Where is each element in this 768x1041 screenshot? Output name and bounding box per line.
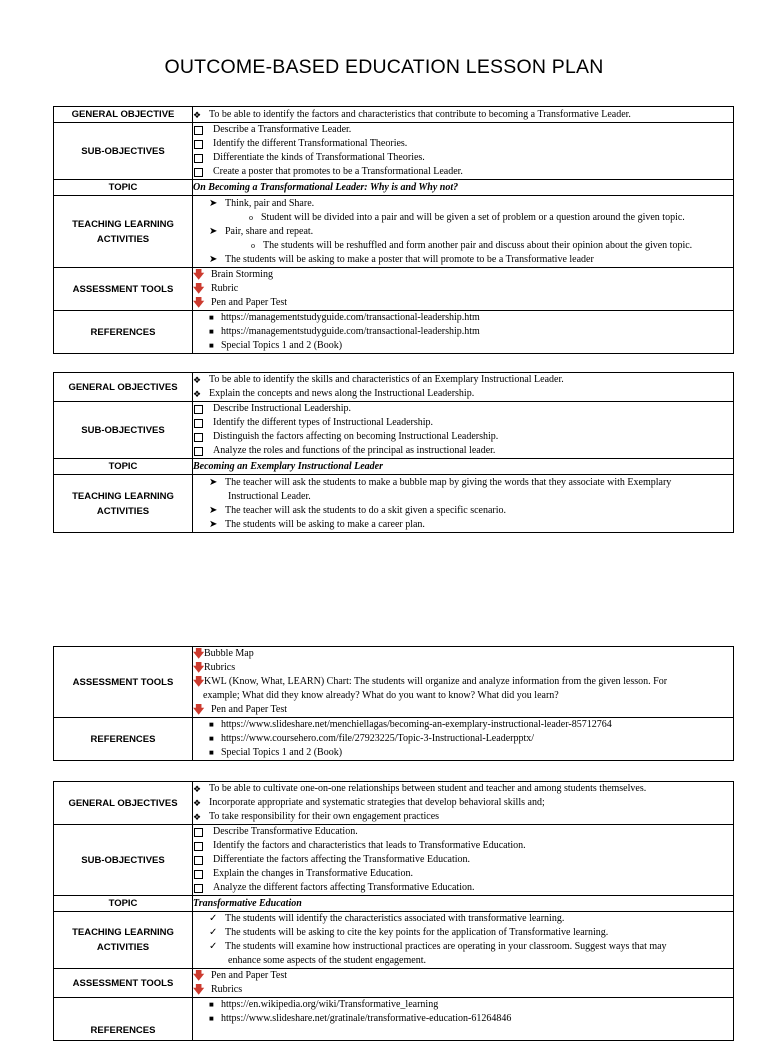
general-objectives-cell (193, 782, 734, 825)
list-item: o The students will be reshuffled and form another pair and discuss about their opinion about the given topic. (251, 239, 693, 251)
sub-objectives-cell (193, 402, 734, 459)
list-item: 🡇 Pen and Paper Test (193, 704, 288, 716)
list-item: Identify the factors and characteristics that leads to Transformative Education. (193, 839, 733, 853)
assessment-tools-label: ASSESSMENT TOOLS (54, 969, 193, 998)
references-label: REFERENCES (54, 311, 193, 354)
clover-bullet-icon: ❖ (193, 798, 202, 808)
list-item: ➤ The students will be asking to make a poster that will promote to be a Transformative leader (209, 253, 594, 265)
general-objective-cell (193, 107, 734, 123)
assessment-tools-row (54, 647, 734, 718)
clover-bullet-icon: ❖ (193, 812, 202, 822)
list-item-continuation: example; What did they know already? What do you want to know? What did you learn? (203, 690, 559, 701)
arrowhead-bullet-icon: ➤ (209, 504, 218, 516)
list-item: 🡇 Rubric (193, 283, 239, 295)
checkbox-square-icon (194, 126, 203, 135)
topic-label: TOPIC (54, 180, 193, 196)
assessment-tools-label: ASSESSMENT TOOLS (54, 268, 193, 311)
topic-value: Transformative Education (193, 896, 734, 912)
teaching-activities-cell (193, 475, 734, 533)
down-arrow-bullet-icon: 🡇 (193, 269, 205, 281)
topic-label: TOPIC (54, 459, 193, 475)
list-item: ❖ To be able to identify the factors and characteristics that contribute to becoming a Transformative Leader. (193, 108, 631, 120)
lesson-plan-table-3 (53, 781, 734, 1041)
list-item: Differentiate the kinds of Transformational Theories. (193, 151, 733, 165)
list-item (193, 718, 733, 732)
down-arrow-bullet-icon: 🡇 (193, 297, 205, 309)
list-item (193, 732, 733, 746)
down-arrow-bullet-icon: 🡇 (193, 704, 205, 716)
lesson-plan-table-2-continued (53, 646, 734, 761)
checkbox-square-icon (194, 140, 203, 149)
lesson-plan-table-2 (53, 372, 734, 533)
teaching-activities-row (54, 475, 734, 533)
arrowhead-bullet-icon: ➤ (209, 476, 218, 488)
reference-link[interactable]: https://www.coursehero.com/file/27923225/Topic-3-Instructional-Leaderpptx/ (221, 733, 535, 744)
list-item: ❖ Incorporate appropriate and systematic strategies that develop behavioral skills and; (193, 797, 545, 808)
checkbox-square-icon (194, 433, 203, 442)
reference-link[interactable]: https://en.wikipedia.org/wiki/Transformative_learning (221, 999, 439, 1010)
sub-objectives-cell (193, 123, 734, 180)
sub-objectives-row (54, 402, 734, 459)
list-item: 🡇 Pen and Paper Test (193, 297, 288, 309)
checkbox-square-icon (194, 168, 203, 177)
list-item: ❖ To be able to cultivate one-on-one relationships between student and teacher and among students themselves. (193, 783, 647, 794)
general-objectives-label: GENERAL OBJECTIVES (54, 373, 193, 402)
checkbox-square-icon (194, 405, 203, 414)
list-item: Differentiate the factors affecting the Transformative Education. (193, 853, 733, 867)
teaching-activities-row (54, 912, 734, 969)
teaching-activities-label: TEACHING LEARNING ACTIVITIES (54, 196, 193, 268)
checkmark-bullet-icon: ✓ (209, 927, 218, 938)
list-item: ➤ The teacher will ask the students to make a bubble map by giving the words that they associate with Exemplary (209, 476, 672, 488)
list-item: ✓ The students will examine how instructional practices are operating in your classroom. Suggest ways that may (209, 941, 667, 952)
arrowhead-bullet-icon: ➤ (209, 225, 218, 237)
lesson-plan-table-1 (53, 106, 734, 354)
teaching-activities-label: TEACHING LEARNING ACTIVITIES (54, 475, 193, 533)
clover-bullet-icon: ❖ (193, 109, 202, 120)
general-objectives-row (54, 782, 734, 825)
down-arrow-bullet-icon: 🡇 (193, 984, 205, 996)
checkmark-bullet-icon: ✓ (209, 913, 218, 924)
references-label: REFERENCES (54, 718, 193, 761)
circle-bullet-icon: o (251, 240, 255, 250)
document-title: OUTCOME-BASED EDUCATION LESSON PLAN (164, 56, 604, 78)
checkbox-square-icon (194, 828, 203, 837)
topic-row (54, 180, 734, 196)
square-bullet-icon: ■ (209, 734, 214, 743)
square-bullet-icon: ■ (209, 313, 214, 322)
list-item: ✓ The students will identify the characteristics associated with transformative learning. (209, 913, 565, 924)
square-bullet-icon: ■ (209, 1000, 214, 1009)
teaching-activities-cell (193, 912, 734, 969)
list-item: Explain the changes in Transformative Education. (193, 867, 733, 881)
checkbox-square-icon (194, 884, 203, 893)
down-arrow-bullet-icon: 🡇 (193, 970, 205, 982)
list-item: Analyze the roles and functions of the principal as instructional leader. (193, 444, 733, 458)
list-item-continuation: Instructional Leader. (228, 490, 311, 502)
list-item: ❖ Explain the concepts and news along the Instructional Leadership. (193, 388, 475, 399)
list-item: ✓ The students will be asking to cite the key points for the application of Transformative learning. (209, 927, 609, 938)
topic-row (54, 896, 734, 912)
list-item: Distinguish the factors affecting on becoming Instructional Leadership. (193, 430, 733, 444)
references-label: REFERENCES (54, 998, 193, 1041)
checkbox-square-icon (194, 447, 203, 456)
topic-value: On Becoming a Transformational Leader: Why is and Why not? (193, 180, 734, 196)
list-item: ■ Special Topics 1 and 2 (Book) (209, 747, 343, 758)
topic-value: Becoming an Exemplary Instructional Leader (193, 459, 734, 475)
general-objectives-row (54, 373, 734, 402)
list-item: Identify the different types of Instructional Leadership. (193, 416, 733, 430)
square-bullet-icon: ■ (209, 1014, 214, 1023)
list-item: Identify the different Transformational Theories. (193, 137, 733, 151)
list-item: ➤ Pair, share and repeat. (209, 225, 314, 237)
assessment-tools-row (54, 969, 734, 998)
sub-objectives-row (54, 825, 734, 896)
general-objective-row (54, 107, 734, 123)
square-bullet-icon: ■ (209, 327, 214, 336)
list-item: ■ Special Topics 1 and 2 (Book) (209, 340, 343, 351)
checkbox-square-icon (194, 419, 203, 428)
list-item: 🡇 Brain Storming (193, 269, 273, 281)
sub-objectives-label: SUB-OBJECTIVES (54, 123, 193, 180)
sub-objectives-cell (193, 825, 734, 896)
list-item: ➤ The teacher will ask the students to do a skit given a specific scenario. (209, 504, 507, 516)
square-bullet-icon: ■ (209, 341, 214, 350)
reference-link[interactable]: https://managementstudyguide.com/transactional-leadership.htm (221, 312, 480, 323)
square-bullet-icon: ■ (209, 720, 214, 729)
list-item: ❖ To take responsibility for their own engagement practices (193, 811, 440, 822)
list-item: 🡇 Rubrics (193, 984, 243, 996)
teaching-activities-label: TEACHING LEARNING ACTIVITIES (54, 912, 193, 969)
checkbox-square-icon (194, 842, 203, 851)
assessment-tools-cell (193, 268, 734, 311)
list-item: Create a poster that promotes to be a Transformational Leader. (193, 165, 733, 179)
topic-row (54, 459, 734, 475)
general-objective-label: GENERAL OBJECTIVE (54, 107, 193, 123)
list-item: ➤ The students will be asking to make a career plan. (209, 518, 425, 530)
list-item: ❖ To be able to identify the skills and characteristics of an Exemplary Instructional Leader. (193, 374, 564, 385)
arrowhead-bullet-icon: ➤ (209, 253, 218, 265)
arrowhead-bullet-icon: ➤ (209, 518, 218, 530)
checkmark-bullet-icon: ✓ (209, 941, 218, 952)
teaching-activities-row (54, 196, 734, 268)
assessment-tools-label: ASSESSMENT TOOLS (54, 647, 193, 718)
circle-bullet-icon: o (249, 212, 253, 222)
references-row (54, 718, 734, 761)
assessment-tools-cell (193, 969, 734, 998)
list-item: Describe Transformative Education. (193, 825, 733, 839)
clover-bullet-icon: ❖ (193, 784, 202, 794)
sub-objectives-label: SUB-OBJECTIVES (54, 825, 193, 896)
reference-link[interactable]: https://managementstudyguide.com/transactional-leadership.htm (221, 326, 480, 337)
references-row (54, 998, 734, 1041)
list-item: ➤ Think, pair and Share. (209, 197, 315, 209)
list-item: 🡇 KWL (Know, What, LEARN) Chart: The students will organize and analyze information from the given lesson. For (193, 676, 668, 688)
list-item: 🡇 Rubrics (193, 662, 236, 674)
down-arrow-bullet-icon: 🡇 (193, 648, 205, 660)
down-arrow-bullet-icon: 🡇 (193, 283, 205, 295)
list-item (193, 998, 733, 1012)
down-arrow-bullet-icon: 🡇 (193, 662, 205, 674)
references-cell (193, 311, 734, 354)
sub-objectives-row (54, 123, 734, 180)
list-item-continuation: enhance some aspects of the student engagement. (228, 955, 426, 966)
reference-link[interactable]: https://www.slideshare.net/gratinale/transformative-education-61264846 (221, 1013, 512, 1024)
assessment-tools-row (54, 268, 734, 311)
list-item: Describe a Transformative Leader. (193, 123, 733, 137)
general-objectives-cell (193, 373, 734, 402)
reference-link[interactable]: https://www.slideshare.net/menchiellagas/becoming-an-exemplary-instructional-leader-85712764 (221, 719, 612, 730)
list-item (193, 325, 733, 339)
checkbox-square-icon (194, 856, 203, 865)
general-objectives-label: GENERAL OBJECTIVES (54, 782, 193, 825)
teaching-activities-cell (193, 196, 734, 268)
list-item: Describe Instructional Leadership. (193, 402, 733, 416)
list-item: o Student will be divided into a pair and will be given a set of problem or a question around the given topic. (249, 211, 685, 223)
square-bullet-icon: ■ (209, 748, 214, 757)
clover-bullet-icon: ❖ (193, 389, 202, 399)
list-item: Analyze the different factors affecting Transformative Education. (193, 881, 733, 895)
list-item (193, 311, 733, 325)
references-row (54, 311, 734, 354)
checkbox-square-icon (194, 154, 203, 163)
arrowhead-bullet-icon: ➤ (209, 197, 218, 209)
references-cell (193, 998, 734, 1041)
assessment-tools-cell (193, 647, 734, 718)
clover-bullet-icon: ❖ (193, 375, 202, 385)
references-cell (193, 718, 734, 761)
down-arrow-bullet-icon: 🡇 (193, 676, 205, 688)
sub-objectives-label: SUB-OBJECTIVES (54, 402, 193, 459)
list-item: 🡇 Bubble Map (193, 648, 254, 660)
topic-label: TOPIC (54, 896, 193, 912)
checkbox-square-icon (194, 870, 203, 879)
list-item: 🡇 Pen and Paper Test (193, 970, 288, 982)
